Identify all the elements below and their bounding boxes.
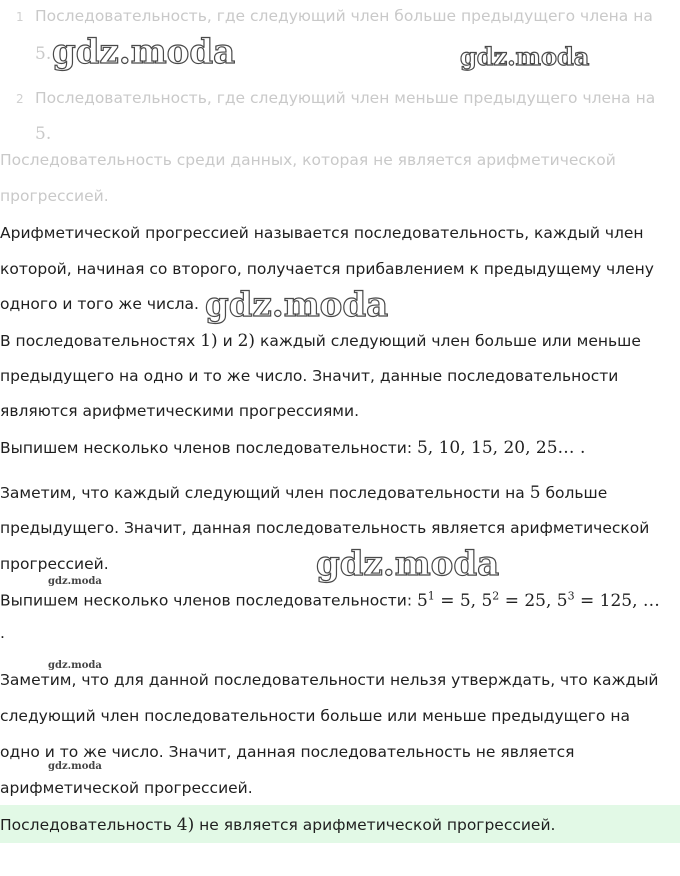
para2-line: [0, 438, 585, 458]
list-item-2-line2: 5.: [35, 124, 52, 144]
para5-line3: одно и то же число. Значит, данная последовательность не является: [0, 743, 575, 761]
watermark: gdz.moda: [52, 32, 236, 72]
para3-line2: предыдущего. Значит, данная последовательность является арифметической: [0, 519, 650, 537]
definition-line1: Арифметической прогрессией называется последовательность, каждый член: [0, 224, 644, 242]
list-item-1-line1: Последовательность, где следующий член больше предыдущего члена на: [35, 7, 653, 25]
para4-exp2: 2: [492, 589, 500, 602]
para4-end: = 125, …: [574, 590, 660, 611]
para1-text-a: В последовательностях: [0, 332, 201, 350]
para3-text-a: Заметим, что каждый следующий член последовательности на: [0, 484, 530, 502]
para3-line1: [0, 483, 607, 503]
para4-mid2: = 25, 5: [499, 590, 568, 611]
answer-math: 4): [176, 815, 195, 835]
watermark: gdz.moda: [316, 544, 500, 584]
para1-math-2: 2): [237, 331, 256, 351]
para4-base1: 5: [416, 590, 428, 611]
answer-text-a: Последовательность: [0, 816, 177, 834]
para4-math: [417, 591, 660, 611]
watermark: gdz.moda: [205, 285, 389, 325]
definition-line3: одного и того же числа.: [0, 295, 199, 313]
para2-math: 5, 10, 15, 20, 25… .: [416, 438, 586, 458]
para2-text: Выпишем несколько членов последовательности:: [0, 439, 417, 457]
para1-text-c: каждый следующий член больше или меньше: [255, 332, 641, 350]
watermark: gdz.moda: [48, 576, 102, 587]
list-item-2-line1: Последовательность, где следующий член меньше предыдущего члена на: [35, 89, 656, 107]
list-number-1: 1: [16, 10, 24, 24]
para3-math: 5: [529, 483, 541, 503]
para1-text-b: и: [217, 332, 238, 350]
para4-mid1: = 5, 5: [434, 590, 493, 611]
answer-line: [0, 815, 555, 835]
para4-exp3: 3: [567, 589, 575, 602]
para5-line1: Заметим, что для данной последовательности нельзя утверждать, что каждый: [0, 671, 659, 689]
para1-line3: являются арифметическими прогрессиями.: [0, 402, 359, 420]
item3-line2: прогрессией.: [0, 187, 109, 205]
list-number-2: 2: [16, 92, 24, 106]
para3-line3: прогрессией.: [0, 555, 109, 573]
para1-line1: [0, 331, 641, 351]
para3-text-b: больше: [540, 484, 608, 502]
para4-text: Выпишем несколько членов последовательности:: [0, 591, 417, 610]
watermark: gdz.moda: [48, 761, 102, 772]
para4-exp1: 1: [427, 589, 435, 602]
definition-line2: которой, начиная со второго, получается прибавлением к предыдущему члену: [0, 260, 654, 278]
list-item-1-line2: 5.: [35, 44, 52, 64]
para5-line4: арифметической прогрессией.: [0, 779, 253, 797]
para4-line1: [0, 589, 660, 611]
para1-line2: предыдущего на одно и то же число. Значит, данные последовательности: [0, 367, 619, 385]
answer-text-b: не является арифметической прогрессией.: [194, 816, 556, 834]
watermark: gdz.moda: [48, 660, 102, 671]
para5-line2: следующий член последовательности больше или меньше предыдущего на: [0, 707, 630, 725]
para1-math-1: 1): [200, 331, 218, 351]
para4-line2: .: [0, 624, 5, 642]
watermark: gdz.moda: [460, 42, 590, 71]
item3-line1: Последовательность среди данных, которая не является арифметической: [0, 151, 616, 169]
